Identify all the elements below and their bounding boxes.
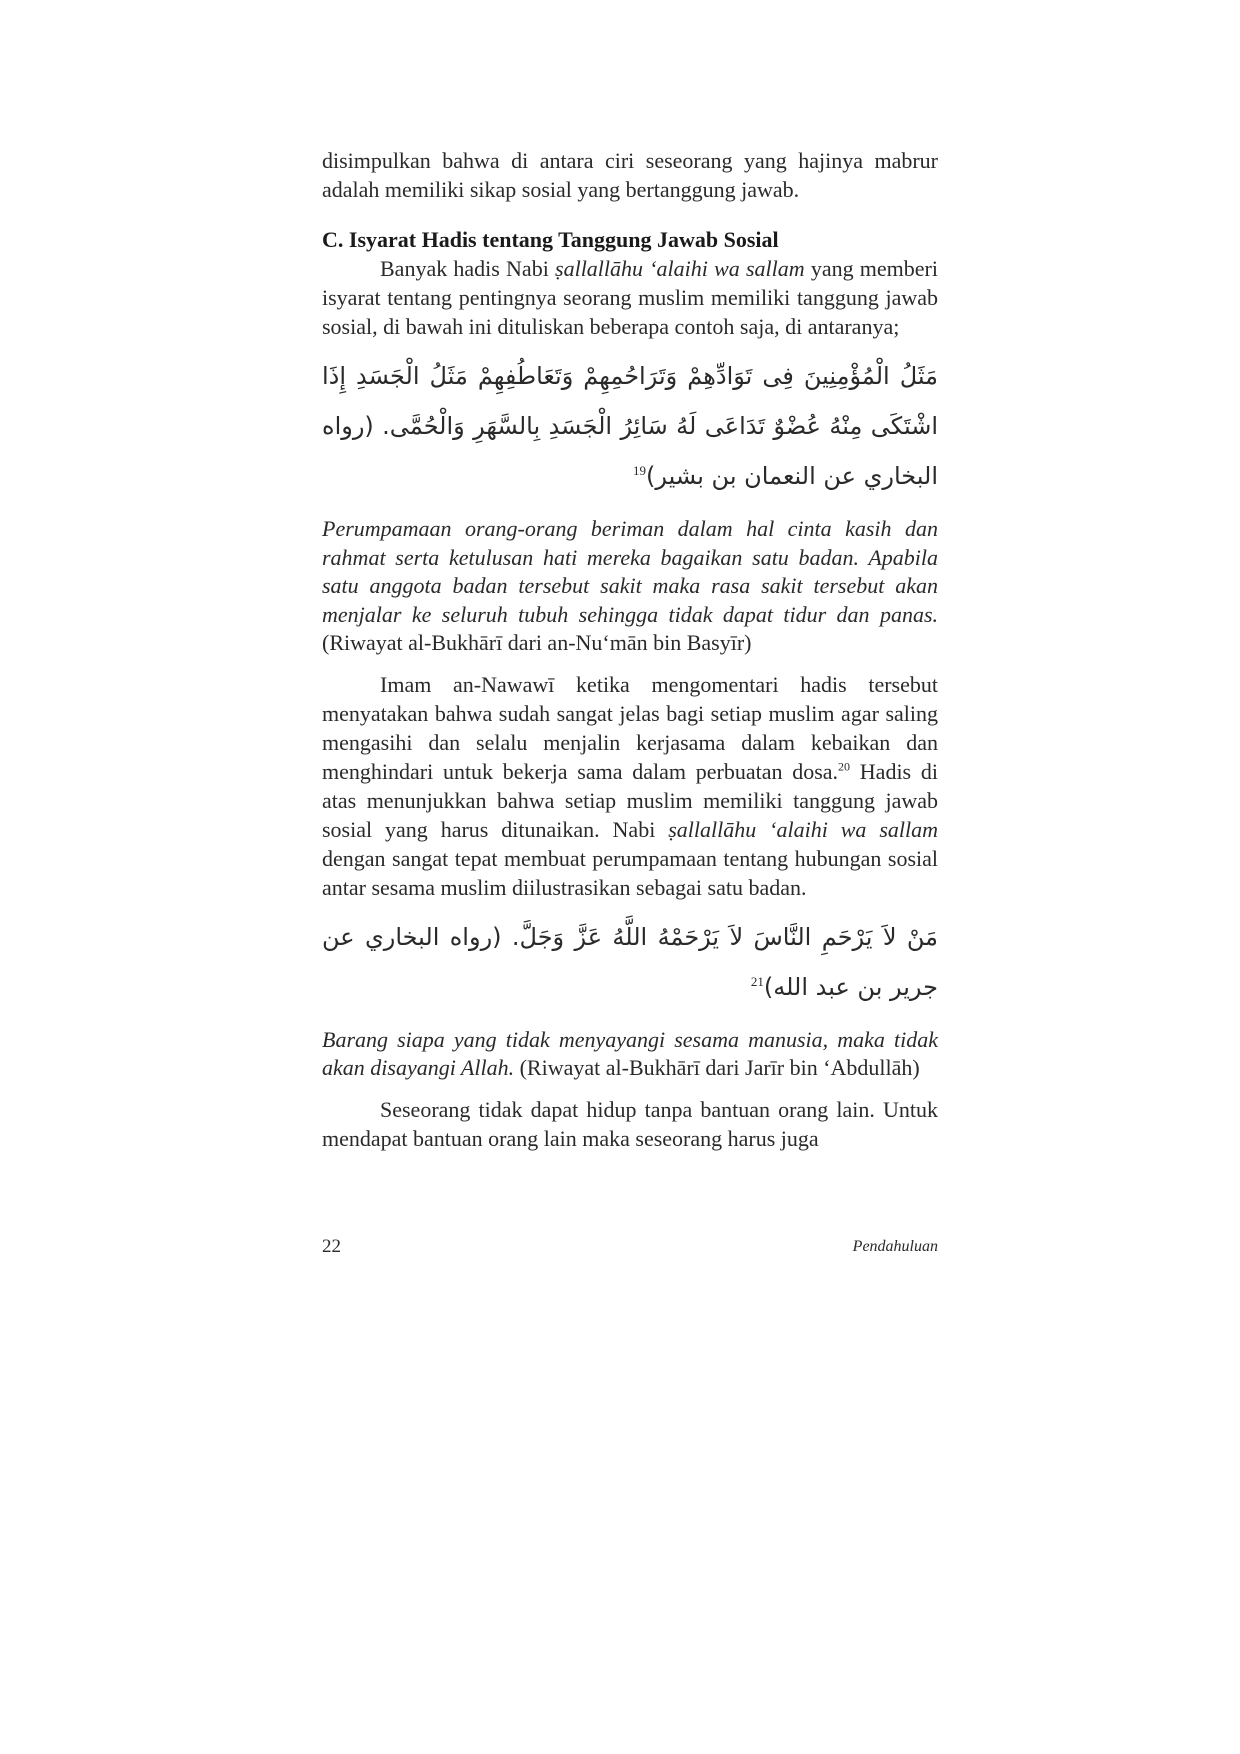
closing-paragraph: Seseorang tidak dapat hidup tanpa bantuan orang lain. Untuk mendapat bantuan orang lain maka seseorang harus juga: [322, 1096, 938, 1151]
hadith2-arabic-text: مَنْ لاَ يَرْحَمِ النَّاسَ لاَ يَرْحَمْهُ اللَّهُ عَزَّ وَجَلَّ. (رواه البخاري عن جرير بن عبد الله): [322, 922, 938, 1001]
hadith2-translation-source: (Riwayat al-Bukhārī dari Jarīr bin ‘Abdullāh): [514, 1055, 920, 1080]
commentary-part1: Imam an-Nawawī ketika mengomentari hadis tersebut menyatakan bahwa sudah sangat jelas bagi setiap muslim agar saling mengasihi dan selalu menjalin kerjasama dalam kebaikan dan menghindari untuk bekerja sama dalam perbuatan dosa.: [322, 671, 938, 784]
running-title: Pendahuluan: [852, 1238, 938, 1255]
hadith1-translation-source: (Riwayat al-Bukhārī dari an-Nu‘mān bin Basyīr): [322, 630, 752, 655]
section-p1-start: Banyak hadis Nabi: [380, 256, 556, 281]
footnote-19: 19: [632, 463, 646, 478]
hadith2-translation-italic: Barang siapa yang tidak menyayangi sesama manusia, maka tidak akan disayangi Allah.: [322, 1026, 938, 1080]
hadith1-translation: [322, 515, 938, 658]
page-number: 22: [322, 1236, 341, 1257]
section-p1-italic: ṣallallāhu ‘alaihi wa sallam: [555, 256, 805, 281]
section-paragraph: [322, 254, 938, 341]
section-p1-end: yang memberi isyarat tentang pentingnya seorang muslim memiliki tanggung jawab sosial, di bawah ini dituliskan beberapa contoh saja, di antaranya;: [322, 256, 938, 339]
intro-paragraph: disimpulkan bahwa di antara ciri seseorang yang hajinya mabrur adalah memiliki sikap sosial yang bertanggung jawab.: [322, 148, 938, 202]
hadith1-arabic-text: مَثَلُ الْمُؤْمِنِينَ فِى تَوَادِّهِمْ وَتَرَاحُمِهِمْ وَتَعَاطُفِهِمْ مَثَلُ الْجَسَدِ إِذَا اشْتَكَى مِنْهُ عُضْوٌ تَدَاعَى لَهُ سَائِرُ الْجَسَدِ بِالسَّهَرِ وَالْحُمَّى. (رواه البخاري عن النعمان بن بشير): [322, 362, 938, 490]
section-heading: C. Isyarat Hadis tentang Tanggung Jawab Sosial: [322, 227, 779, 252]
page-body: [322, 146, 938, 1153]
commentary-paragraph: [322, 670, 938, 902]
hadith2-translation: [322, 1026, 938, 1083]
footnote-20: 20: [838, 759, 851, 774]
hadith2-arabic: [322, 912, 938, 1012]
commentary-part2: Hadis di atas menunjukkan bahwa setiap muslim memiliki tanggung jawab sosial yang harus ditunaikan. Nabi: [322, 758, 938, 842]
commentary-part3: dengan sangat tepat membuat perumpamaan tentang hubungan sosial antar sesama muslim diilustrasikan sebagai satu badan.: [322, 845, 938, 900]
hadith1-arabic: [322, 351, 938, 501]
footnote-21: 21: [750, 973, 764, 989]
commentary-italic: ṣallallāhu ‘alaihi wa sallam: [668, 816, 938, 842]
hadith1-translation-italic: Perumpamaan orang-orang beriman dalam hal cinta kasih dan rahmat serta ketulusan hati mereka bagaikan satu badan. Apabila satu anggota badan tersebut sakit maka rasa sakit tersebut akan menjalar ke seluruh tubuh sehingga tidak dapat tidur dan panas.: [322, 516, 938, 627]
